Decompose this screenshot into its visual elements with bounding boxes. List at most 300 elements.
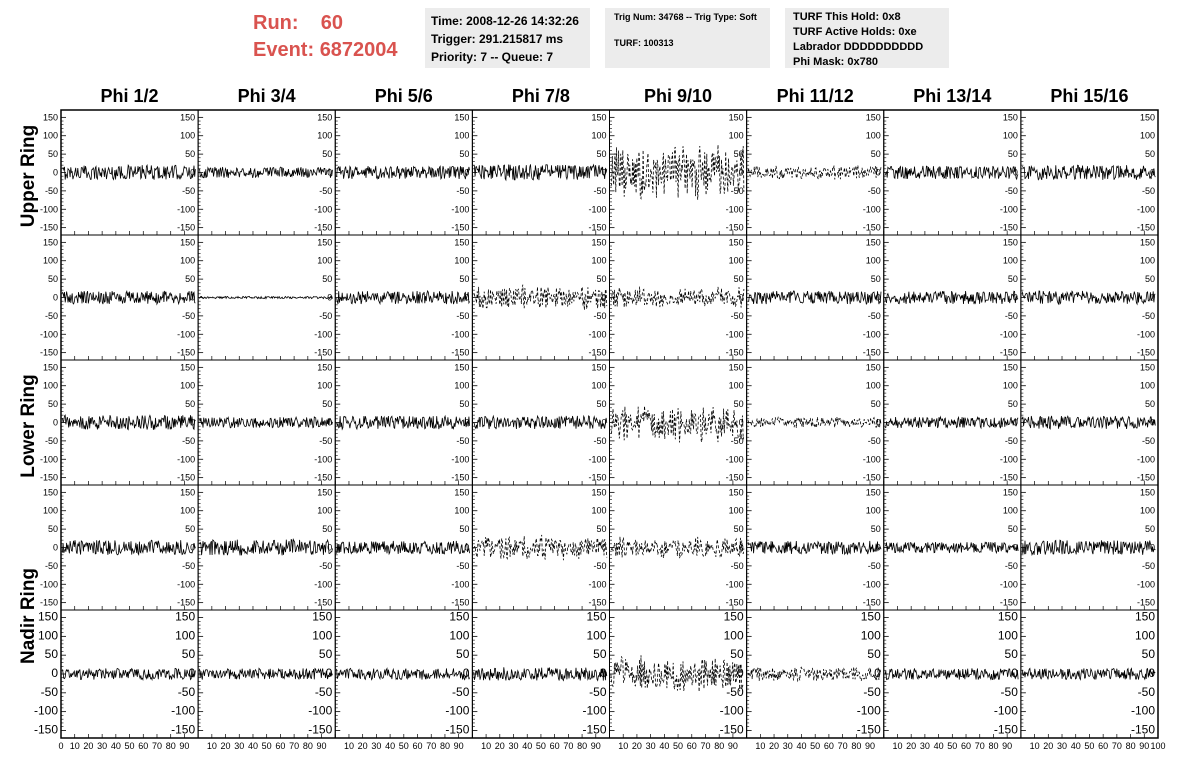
- y-tick-label: 150: [1002, 487, 1018, 498]
- y-tick-label: 150: [865, 362, 881, 373]
- y-tick-label: 50: [1144, 524, 1155, 535]
- y-tick-label: 50: [730, 647, 744, 662]
- x-tick-label: 80: [439, 741, 450, 751]
- y-tick-label: 150: [860, 609, 881, 624]
- y-tick-label: -150: [314, 472, 333, 483]
- waveform-trace: [611, 655, 744, 692]
- y-tick-label: -150: [39, 597, 58, 608]
- x-tick-label: 50: [1084, 741, 1095, 751]
- y-tick-label: 150: [317, 112, 333, 123]
- y-tick-label: 0: [52, 417, 58, 428]
- y-tick-label: 100: [1002, 255, 1018, 266]
- x-tick-label: 70: [974, 741, 985, 751]
- waveform-trace: [611, 406, 744, 443]
- y-tick-label: 150: [728, 112, 744, 123]
- y-tick-label: -50: [867, 185, 881, 196]
- x-tick-label: 40: [522, 741, 533, 751]
- x-tick-label: 10: [892, 741, 903, 751]
- waveform-trace: [885, 542, 1018, 553]
- y-tick-label: 100: [317, 130, 333, 141]
- y-tick-label: -150: [999, 472, 1018, 483]
- y-tick-label: -50: [182, 560, 196, 571]
- y-tick-label: 50: [318, 647, 333, 662]
- y-tick-label: 150: [454, 237, 470, 248]
- ring-label-lower: Lower Ring: [18, 374, 39, 478]
- y-tick-label: 50: [1007, 399, 1018, 410]
- y-tick-label: -150: [177, 597, 196, 608]
- trigger-text: Trigger: 291.215817 ms: [431, 32, 564, 46]
- y-tick-label: 150: [37, 609, 58, 624]
- y-tick-label: -50: [456, 435, 470, 446]
- waveform-trace: [337, 166, 470, 179]
- ring-label-nadir: Nadir Ring: [18, 567, 39, 665]
- y-tick-label: -50: [1141, 310, 1155, 321]
- y-tick-label: 150: [865, 487, 881, 498]
- y-tick-label: 150: [723, 609, 744, 624]
- y-tick-label: 150: [454, 112, 470, 123]
- y-tick-label: 150: [42, 112, 58, 123]
- y-tick-label: 150: [728, 487, 744, 498]
- y-tick-label: 50: [1004, 647, 1018, 662]
- y-tick-label: -50: [863, 684, 881, 699]
- y-tick-label: -150: [33, 722, 58, 737]
- y-tick-label: 0: [190, 292, 196, 303]
- y-tick-label: -150: [451, 347, 470, 358]
- y-tick-label: -100: [1136, 579, 1155, 590]
- waveform-trace: [611, 537, 744, 558]
- waveform-trace: [748, 165, 881, 179]
- y-tick-label: 0: [462, 666, 470, 680]
- y-tick-label: 50: [459, 399, 470, 410]
- turf-text: TURF: 100313: [614, 38, 674, 48]
- y-tick-label: 0: [875, 417, 881, 428]
- y-tick-label: 100: [42, 505, 58, 516]
- labrador-text: Labrador DDDDDDDDDD: [793, 41, 924, 53]
- y-tick-label: 100: [728, 380, 744, 391]
- y-tick-label: -150: [999, 597, 1018, 608]
- y-tick-label: 0: [738, 417, 744, 428]
- y-tick-label: -50: [314, 684, 333, 699]
- y-tick-label: 100: [1139, 255, 1155, 266]
- x-tick-label: 20: [83, 741, 94, 751]
- y-tick-label: 0: [1012, 417, 1018, 428]
- priority-text: Priority: 7 -- Queue: 7: [431, 50, 554, 64]
- y-tick-label: 100: [180, 255, 196, 266]
- x-tick-label: 10: [1029, 741, 1040, 751]
- waveform-trace: [62, 165, 195, 180]
- y-tick-label: 150: [591, 487, 607, 498]
- y-tick-label: 0: [1012, 542, 1018, 553]
- x-tick-label: 70: [700, 741, 711, 751]
- y-tick-label: -150: [588, 597, 607, 608]
- y-tick-label: 0: [601, 542, 607, 553]
- y-tick-label: -100: [445, 703, 470, 718]
- y-tick-label: 50: [181, 647, 196, 662]
- y-tick-label: -50: [1004, 435, 1018, 446]
- x-tick-label: 50: [261, 741, 272, 751]
- y-tick-label: -50: [730, 435, 744, 446]
- y-tick-label: 50: [1007, 274, 1018, 285]
- y-tick-label: 50: [47, 399, 58, 410]
- waveform-trace: [885, 417, 1018, 428]
- y-tick-label: 150: [1139, 362, 1155, 373]
- y-tick-label: 100: [865, 130, 881, 141]
- waveform-trace: [885, 668, 1018, 679]
- x-tick-label: 70: [837, 741, 848, 751]
- y-tick-label: 0: [601, 292, 607, 303]
- y-tick-label: 50: [459, 524, 470, 535]
- y-tick-label: 100: [37, 628, 58, 643]
- y-tick-label: 150: [42, 362, 58, 373]
- x-tick-label: 30: [645, 741, 656, 751]
- y-tick-label: 150: [180, 112, 196, 123]
- y-tick-label: -150: [451, 222, 470, 233]
- y-tick-label: 0: [327, 417, 333, 428]
- y-tick-label: 50: [185, 524, 196, 535]
- y-tick-label: 0: [327, 292, 333, 303]
- event-label: Event:: [253, 39, 315, 61]
- waveform-trace: [748, 417, 881, 428]
- y-tick-label: 100: [1139, 505, 1155, 516]
- y-tick-label: 150: [180, 487, 196, 498]
- y-tick-label: 150: [1134, 609, 1155, 624]
- y-tick-label: -150: [39, 347, 58, 358]
- y-tick-label: -150: [314, 347, 333, 358]
- y-tick-label: 50: [596, 274, 607, 285]
- y-tick-label: -50: [1141, 435, 1155, 446]
- x-tick-label: 80: [851, 741, 862, 751]
- y-tick-label: 100: [728, 130, 744, 141]
- y-tick-label: -100: [314, 579, 333, 590]
- waveform-trace: [200, 540, 333, 556]
- y-tick-label: -150: [862, 347, 881, 358]
- waveform-trace: [337, 541, 470, 554]
- y-tick-label: -100: [39, 329, 58, 340]
- y-tick-label: 0: [1012, 167, 1018, 178]
- x-tick-label: 30: [234, 741, 245, 751]
- y-tick-label: -150: [856, 722, 881, 737]
- y-tick-label: 50: [1007, 149, 1018, 160]
- y-tick-label: -100: [1136, 204, 1155, 215]
- x-tick-label: 60: [412, 741, 423, 751]
- y-tick-label: 50: [596, 524, 607, 535]
- y-tick-label: 100: [180, 380, 196, 391]
- waveform-trace: [611, 145, 744, 200]
- waveform-trace: [337, 668, 470, 679]
- y-tick-label: -150: [999, 222, 1018, 233]
- y-tick-label: 150: [1002, 112, 1018, 123]
- x-tick-label: 80: [302, 741, 313, 751]
- y-tick-label: -150: [177, 472, 196, 483]
- y-tick-label: 100: [586, 628, 607, 643]
- x-tick-label: 90: [453, 741, 464, 751]
- x-tick-label: 10: [618, 741, 629, 751]
- y-tick-label: 50: [593, 647, 607, 662]
- y-tick-label: 100: [42, 130, 58, 141]
- y-tick-label: -150: [177, 347, 196, 358]
- y-tick-label: -100: [39, 454, 58, 465]
- turf-hold-text: TURF This Hold: 0x8: [793, 11, 901, 23]
- y-tick-label: -150: [1136, 222, 1155, 233]
- phi-column-label: Phi 3/4: [237, 86, 296, 106]
- y-tick-label: -50: [182, 435, 196, 446]
- y-tick-label: -150: [1136, 472, 1155, 483]
- y-tick-label: 50: [185, 399, 196, 410]
- waveform-trace: [611, 287, 744, 308]
- y-tick-label: 50: [322, 149, 333, 160]
- y-tick-label: -150: [582, 722, 607, 737]
- phi-column-label: Phi 15/16: [1050, 86, 1129, 106]
- x-tick-label: 60: [138, 741, 149, 751]
- y-tick-label: 100: [317, 380, 333, 391]
- y-tick-label: 100: [1139, 130, 1155, 141]
- x-tick-label: 10: [206, 741, 217, 751]
- y-tick-label: 150: [591, 362, 607, 373]
- event-value: 6872004: [319, 39, 398, 61]
- x-tick-label: 70: [426, 741, 437, 751]
- x-tick-label: 20: [494, 741, 505, 751]
- x-tick-label: 90: [590, 741, 601, 751]
- panel-frame: [1021, 110, 1158, 235]
- waveform-trace: [748, 667, 881, 681]
- y-tick-label: 50: [596, 149, 607, 160]
- y-tick-label: -100: [1136, 454, 1155, 465]
- y-tick-label: 150: [180, 362, 196, 373]
- x-tick-label: 30: [782, 741, 793, 751]
- y-tick-label: 0: [325, 666, 333, 680]
- y-tick-label: -50: [1004, 185, 1018, 196]
- y-tick-label: 50: [185, 149, 196, 160]
- y-tick-label: 0: [52, 167, 58, 178]
- x-tick-label: 20: [906, 741, 917, 751]
- y-tick-label: 150: [180, 237, 196, 248]
- y-tick-label: -150: [451, 597, 470, 608]
- y-tick-label: 100: [1002, 380, 1018, 391]
- y-tick-label: -150: [725, 597, 744, 608]
- y-tick-label: -100: [999, 579, 1018, 590]
- y-tick-label: 0: [464, 542, 470, 553]
- y-tick-label: 0: [464, 417, 470, 428]
- y-tick-label: -100: [588, 454, 607, 465]
- y-tick-label: -150: [1136, 347, 1155, 358]
- y-tick-label: 100: [591, 380, 607, 391]
- waveform-trace: [337, 416, 470, 429]
- y-tick-label: 50: [322, 274, 333, 285]
- y-tick-label: 50: [1007, 524, 1018, 535]
- y-tick-label: 100: [175, 628, 196, 643]
- y-tick-label: -100: [999, 329, 1018, 340]
- x-tick-label: 60: [1098, 741, 1109, 751]
- y-tick-label: 100: [1002, 130, 1018, 141]
- y-tick-label: -50: [593, 435, 607, 446]
- y-tick-label: 0: [52, 542, 58, 553]
- y-tick-label: 150: [865, 112, 881, 123]
- y-tick-label: -100: [451, 579, 470, 590]
- phi-column-label: Phi 11/12: [776, 86, 854, 106]
- x-tick-label: 70: [1111, 741, 1122, 751]
- x-tick-label: 90: [179, 741, 190, 751]
- y-tick-label: -50: [726, 684, 744, 699]
- y-tick-label: 50: [47, 524, 58, 535]
- y-tick-label: 150: [317, 487, 333, 498]
- y-tick-label: -50: [867, 310, 881, 321]
- x-tick-label: 40: [933, 741, 944, 751]
- y-tick-label: -150: [862, 472, 881, 483]
- y-tick-label: -50: [1004, 310, 1018, 321]
- y-tick-label: 100: [1002, 505, 1018, 516]
- x-tick-label: 10: [481, 741, 492, 751]
- y-tick-label: -50: [456, 560, 470, 571]
- y-tick-label: -150: [993, 722, 1018, 737]
- y-tick-label: -100: [177, 204, 196, 215]
- y-tick-label: 150: [42, 237, 58, 248]
- y-tick-label: -150: [999, 347, 1018, 358]
- x-tick-label: 40: [385, 741, 396, 751]
- y-tick-label: -100: [999, 454, 1018, 465]
- y-tick-label: 100: [1139, 380, 1155, 391]
- y-tick-label: 0: [1149, 292, 1155, 303]
- y-tick-label: 0: [736, 666, 744, 680]
- phi-column-label: Phi 1/2: [100, 86, 159, 106]
- y-tick-label: -150: [177, 222, 196, 233]
- x-tick-label: 20: [769, 741, 780, 751]
- y-tick-label: 0: [738, 292, 744, 303]
- x-tick-label: 80: [1125, 741, 1136, 751]
- y-tick-label: 150: [1002, 237, 1018, 248]
- waveform-trace: [1022, 291, 1155, 304]
- waveform-trace: [748, 541, 881, 554]
- waveform-trace: [885, 291, 1018, 304]
- x-tick-label: 50: [947, 741, 958, 751]
- y-tick-label: 50: [1141, 647, 1155, 662]
- y-tick-label: 50: [459, 274, 470, 285]
- y-tick-label: -100: [451, 454, 470, 465]
- x-tick-label: 50: [673, 741, 684, 751]
- y-tick-label: 150: [586, 609, 607, 624]
- y-tick-label: 150: [312, 609, 333, 624]
- y-tick-label: -50: [319, 560, 333, 571]
- y-tick-label: -150: [445, 722, 470, 737]
- y-tick-label: -50: [1137, 684, 1155, 699]
- y-tick-label: 150: [728, 362, 744, 373]
- y-tick-label: 100: [449, 628, 470, 643]
- y-tick-label: -100: [725, 579, 744, 590]
- y-tick-label: 0: [190, 542, 196, 553]
- x-tick-label: 70: [563, 741, 574, 751]
- x-tick-label: 80: [988, 741, 999, 751]
- y-tick-label: 50: [733, 524, 744, 535]
- waveform-trace: [62, 291, 195, 304]
- y-tick-label: -100: [451, 204, 470, 215]
- x-tick-label: 50: [398, 741, 409, 751]
- y-tick-label: 100: [42, 380, 58, 391]
- y-tick-label: 100: [591, 255, 607, 266]
- x-tick-label: 30: [371, 741, 382, 751]
- y-tick-label: 50: [733, 399, 744, 410]
- y-tick-label: -100: [862, 204, 881, 215]
- y-tick-label: 100: [180, 130, 196, 141]
- y-tick-label: 0: [1148, 666, 1155, 680]
- y-tick-label: 100: [860, 628, 881, 643]
- y-tick-label: 150: [454, 362, 470, 373]
- x-tick-label: 80: [577, 741, 588, 751]
- x-tick-label: 0: [58, 741, 64, 751]
- y-tick-label: 150: [1139, 237, 1155, 248]
- y-tick-label: 100: [591, 130, 607, 141]
- y-tick-label: 100: [312, 628, 333, 643]
- y-tick-label: 50: [870, 524, 881, 535]
- phi-column-label: Phi 9/10: [644, 86, 713, 106]
- y-tick-label: -150: [1136, 597, 1155, 608]
- y-tick-label: 50: [733, 149, 744, 160]
- y-tick-label: -50: [730, 560, 744, 571]
- y-tick-label: -150: [725, 347, 744, 358]
- x-tick-label: 20: [357, 741, 368, 751]
- x-tick-label: 40: [1070, 741, 1081, 751]
- y-tick-label: 0: [327, 542, 333, 553]
- x-tick-label: 60: [275, 741, 286, 751]
- y-tick-label: 0: [738, 167, 744, 178]
- y-tick-label: 0: [190, 417, 196, 428]
- y-tick-label: -100: [588, 204, 607, 215]
- y-tick-label: 0: [1149, 542, 1155, 553]
- y-tick-label: 100: [997, 628, 1018, 643]
- y-tick-label: -50: [730, 185, 744, 196]
- y-tick-label: -100: [582, 703, 607, 718]
- x-tick-label: 20: [220, 741, 231, 751]
- x-tick-label: 100: [1150, 741, 1166, 751]
- y-tick-label: 100: [317, 255, 333, 266]
- y-tick-label: -150: [588, 222, 607, 233]
- waveform-trace: [62, 540, 195, 555]
- y-tick-label: 50: [44, 647, 58, 662]
- y-tick-label: -100: [177, 579, 196, 590]
- y-tick-label: -150: [725, 472, 744, 483]
- x-tick-label: 90: [727, 741, 738, 751]
- y-tick-label: -150: [588, 472, 607, 483]
- y-tick-label: -50: [319, 185, 333, 196]
- y-tick-label: -50: [319, 310, 333, 321]
- x-tick-label: 20: [1043, 741, 1054, 751]
- y-tick-label: 50: [870, 399, 881, 410]
- y-tick-label: 150: [591, 112, 607, 123]
- y-tick-label: 150: [317, 237, 333, 248]
- y-tick-label: 0: [464, 292, 470, 303]
- y-tick-label: 150: [317, 362, 333, 373]
- y-tick-label: 100: [180, 505, 196, 516]
- x-tick-label: 10: [69, 741, 80, 751]
- y-tick-label: -150: [719, 722, 744, 737]
- y-tick-label: 50: [47, 149, 58, 160]
- y-tick-label: 100: [728, 505, 744, 516]
- y-tick-label: -100: [856, 703, 881, 718]
- y-tick-label: -150: [171, 722, 196, 737]
- y-tick-label: 0: [875, 167, 881, 178]
- y-tick-label: -100: [33, 703, 58, 718]
- y-tick-label: -100: [862, 329, 881, 340]
- y-tick-label: 50: [459, 149, 470, 160]
- waveform-trace: [62, 415, 195, 430]
- panel-frame: [1021, 485, 1158, 610]
- y-tick-label: -50: [44, 185, 58, 196]
- y-tick-label: 0: [1149, 167, 1155, 178]
- y-tick-label: 50: [870, 149, 881, 160]
- x-tick-label: 60: [961, 741, 972, 751]
- y-tick-label: -100: [39, 204, 58, 215]
- waveform-trace: [474, 535, 607, 560]
- y-tick-label: -50: [867, 560, 881, 571]
- y-tick-label: 100: [865, 255, 881, 266]
